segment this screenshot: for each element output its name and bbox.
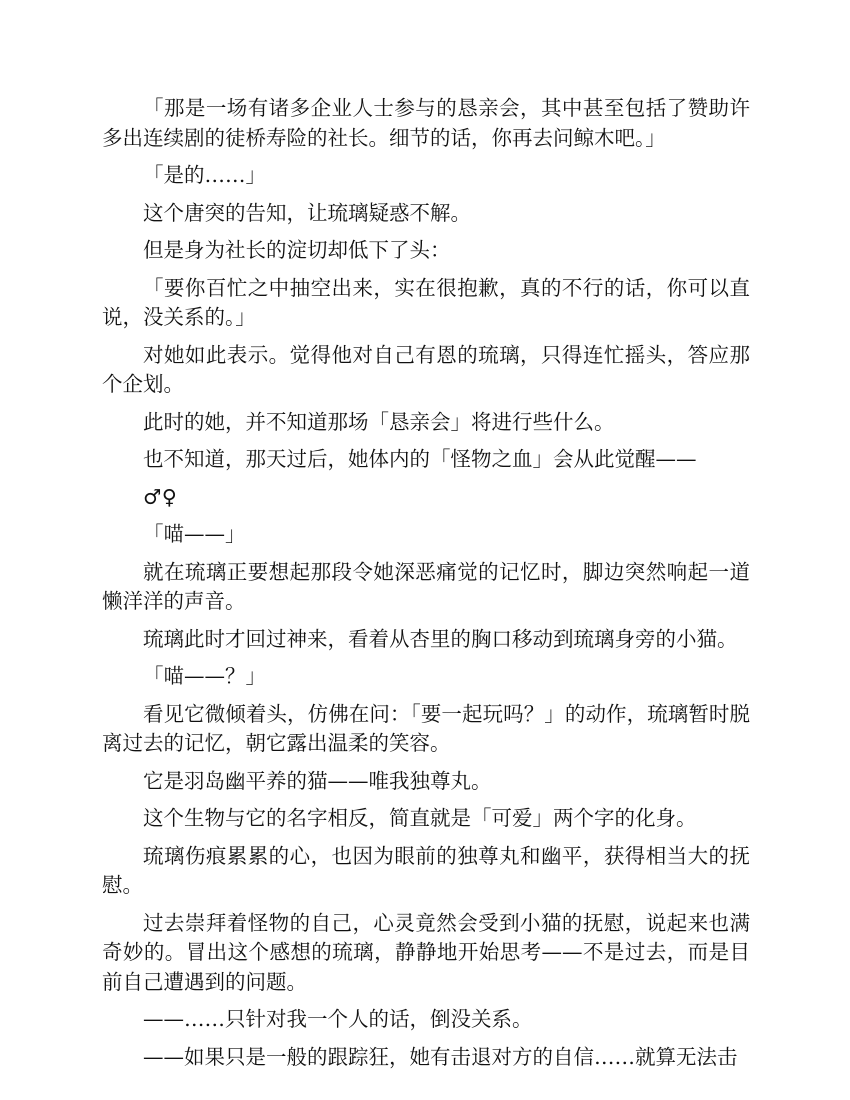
paragraph: ——如果只是一般的跟踪狂，她有击退对方的自信……就算无法击 xyxy=(143,1044,738,1069)
paragraph: 看见它微倾着头，仿佛在问：「要一起玩吗？」的动作，琉璃暂时脱离过去的记忆，朝它露出温柔的笑容。 xyxy=(102,701,750,755)
document-page xyxy=(102,94,750,1080)
paragraph: 「要你百忙之中抽空出来，实在很抱歉，真的不行的话，你可以直说，没关系的。」 xyxy=(102,275,750,329)
paragraph: 这个生物与它的名字相反，简直就是「可爱」两个字的化身。 xyxy=(143,806,697,830)
paragraph: 琉璃此时才回过神来，看着从杏里的胸口移动到琉璃身旁的小猫。 xyxy=(143,626,738,651)
paragraph: 但是身为社长的淀切却低下了头： xyxy=(143,238,451,262)
paragraph: 过去崇拜着怪物的自己，心灵竟然会受到小猫的抚慰，说起来也满奇妙的。冒出这个感想的琉璃，静静地开始思考——不是过去，而是目前自己遭遇到的问题。 xyxy=(102,910,750,994)
paragraph: 也不知道，那天过后，她体内的「怪物之血」会从此觉醒—— xyxy=(143,447,697,471)
paragraph: 「是的……」 xyxy=(143,163,266,187)
paragraph: 琉璃伤痕累累的心，也因为眼前的独尊丸和幽平，获得相当大的抚慰。 xyxy=(102,843,750,897)
paragraph: 就在琉璃正要想起那段令她深恶痛觉的记忆时，脚边突然响起一道懒洋洋的声音。 xyxy=(102,559,750,613)
paragraph: ——……只针对我一个人的话，倒没关系。 xyxy=(143,1007,533,1031)
paragraph: 「喵——」 xyxy=(143,522,246,546)
paragraph: 此时的她，并不知道那场「恳亲会」将进行些什么。 xyxy=(143,409,615,434)
paragraph: 「喵——？」 xyxy=(143,664,266,688)
paragraph: 这个唐突的告知，让琉璃疑惑不解。 xyxy=(143,200,471,225)
scene-break-symbol: ♂♀ xyxy=(143,484,178,509)
paragraph: 它是羽岛幽平养的猫——唯我独尊丸。 xyxy=(143,768,492,793)
paragraph: 「那是一场有诸多企业人士参与的恳亲会，其中甚至包括了赞助许多出连续剧的徒桥寿险的社长。细节的话，你再去问鲸木吧。」 xyxy=(102,96,750,150)
paragraph: 对她如此表示。觉得他对自己有恩的琉璃，只得连忙摇头，答应那个企划。 xyxy=(102,342,750,396)
